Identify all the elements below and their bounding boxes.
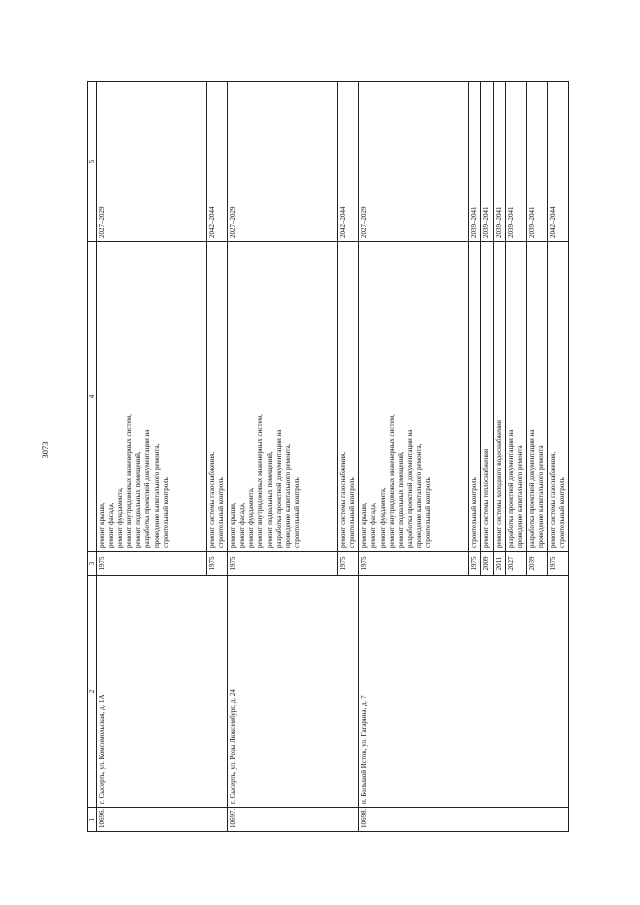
work-item: ремонт подвальных помещений, (396, 451, 405, 548)
work-item: ремонт крыши, (360, 502, 369, 548)
work-item: строительный контроль (217, 477, 226, 548)
works-cell (469, 242, 481, 552)
table-row (97, 82, 207, 832)
work-item: строительный контроль (424, 477, 433, 548)
work-item: проведение капитального ремонта (536, 445, 545, 548)
work-item: разработка проектной документации на (405, 429, 414, 548)
entry-number: 10697. (228, 808, 359, 832)
works-cell (338, 242, 359, 552)
period-cell: 2042–2044 (207, 82, 228, 242)
address-cell: г. Сысерть, ул. Комсомольская, д. 1А (97, 576, 228, 808)
period-cell: 2042–2044 (338, 82, 359, 242)
works-cell (228, 242, 338, 552)
work-item: ремонт системы теплоснабжения (482, 448, 491, 548)
year-cell: 2009 (481, 552, 493, 576)
work-item: ремонт крыши, (98, 502, 106, 548)
column-number: 4 (88, 242, 97, 552)
work-item: ремонт крыши, (229, 502, 238, 548)
year-cell: 1975 (228, 552, 338, 576)
work-item: разработка проектной документации на (527, 429, 536, 548)
period-cell: 2039–2041 (469, 82, 481, 242)
year-cell: 2027 (505, 552, 526, 576)
works-cell (493, 242, 505, 552)
work-item: ремонт внутридомовых инженерных систем, (387, 414, 396, 548)
year-cell: 1975 (469, 552, 481, 576)
work-item: ремонт системы холодного водоснабжения (494, 420, 503, 548)
capital-repair-table (87, 81, 569, 832)
works-cell (359, 242, 469, 552)
works-cell (207, 242, 228, 552)
year-cell: 2011 (493, 552, 505, 576)
work-item: ремонт подвальных помещений, (134, 451, 143, 548)
works-cell (481, 242, 493, 552)
work-item: строительный контроль (558, 477, 567, 548)
work-item: проведение капитального ремонта, (283, 443, 292, 548)
work-item: строительный контроль (161, 477, 170, 548)
work-item: ремонт фундамента, (247, 487, 256, 548)
work-item: ремонт фундамента, (378, 487, 387, 548)
column-number: 3 (88, 552, 97, 576)
work-item: строительный контроль (292, 477, 301, 548)
work-item: проведение капитального ремонта (515, 445, 524, 548)
year-cell: 1975 (359, 552, 469, 576)
entry-number: 10698. (359, 808, 569, 832)
rotated-table-container (87, 82, 567, 832)
year-cell: 2039 (526, 552, 547, 576)
work-item: разработка проектной документации на (506, 429, 515, 548)
work-item: ремонт внутридомовых инженерных систем, (256, 414, 265, 548)
work-item: ремонт системы газоснабжения, (339, 451, 348, 548)
period-cell: 2039–2041 (493, 82, 505, 242)
work-item: строительный контроль (348, 477, 357, 548)
period-cell: 2039–2041 (481, 82, 493, 242)
work-item: ремонт системы газоснабжения, (208, 451, 216, 548)
column-number: 1 (88, 808, 97, 832)
period-cell: 2039–2041 (526, 82, 547, 242)
work-item: ремонт фундамента, (116, 487, 125, 548)
table-body (97, 82, 569, 832)
year-cell: 1975 (97, 552, 207, 576)
work-item: строительный контроль (470, 477, 479, 548)
address-cell: п. Большой Исток, ул. Гагарина, д. 7 (359, 576, 569, 808)
work-item: проведение капитального ремонта, (414, 443, 423, 548)
work-item: разработка проектной документации на (274, 429, 283, 548)
works-cell (526, 242, 547, 552)
column-number-row (88, 82, 97, 832)
table-row (228, 82, 338, 832)
table-row (359, 82, 469, 832)
work-item: проведение капитального ремонта, (152, 443, 161, 548)
period-cell: 2039–2041 (505, 82, 526, 242)
address-cell: г. Сысерть, ул. Розы Люксембург, д. 24 (228, 576, 359, 808)
works-cell (505, 242, 526, 552)
period-cell: 2027–2029 (97, 82, 207, 242)
work-item: ремонт фасада, (107, 502, 116, 548)
work-item: ремонт фасада, (238, 502, 247, 548)
year-cell: 1975 (338, 552, 359, 576)
work-item: разработка проектной документации на (143, 429, 152, 548)
column-number: 2 (88, 576, 97, 808)
column-number: 5 (88, 82, 97, 242)
entry-number: 10696. (97, 808, 228, 832)
year-cell: 1975 (207, 552, 228, 576)
work-item: ремонт системы газоснабжения, (549, 451, 558, 548)
period-cell: 2042–2044 (548, 82, 569, 242)
page-number: 3073 (40, 441, 50, 459)
period-cell: 2027–2029 (359, 82, 469, 242)
period-cell: 2027–2029 (228, 82, 338, 242)
work-item: ремонт подвальных помещений, (265, 451, 274, 548)
work-item: ремонт фасада, (369, 502, 378, 548)
work-item: ремонт внутридомовых инженерных систем, (125, 414, 134, 548)
works-cell (97, 242, 207, 552)
year-cell: 1975 (548, 552, 569, 576)
works-cell (548, 242, 569, 552)
